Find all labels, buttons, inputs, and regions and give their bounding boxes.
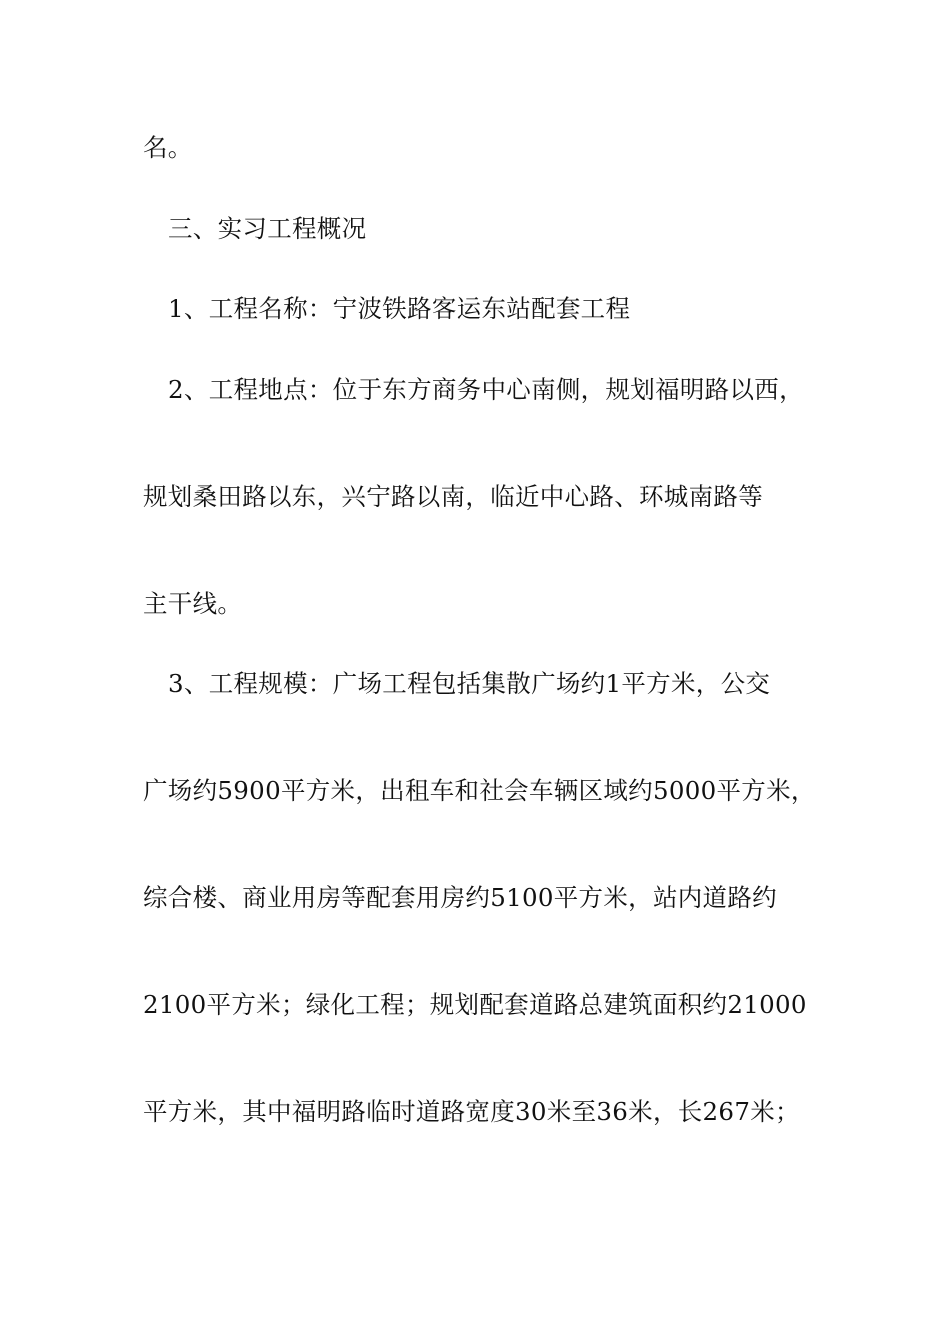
project-scale-line: 3、工程规模：广场工程包括集散广场约1平方米，公交: [168, 669, 771, 698]
text-line-continuation: 名。: [143, 133, 193, 162]
project-location-line-3: 主干线。: [143, 589, 243, 618]
project-location-line-2: 规划桑田路以东，兴宁路以南，临近中心路、环城南路等: [143, 482, 763, 511]
project-scale-line-2: 广场约5900平方米，出租车和社会车辆区域约5000平方米，: [143, 776, 816, 805]
project-scale-line-3: 综合楼、商业用房等配套用房约5100平方米，站内道路约: [143, 883, 777, 912]
project-scale-line-4: 2100平方米；绿化工程；规划配套道路总建筑面积约21000: [143, 990, 807, 1019]
project-scale-line-5: 平方米，其中福明路临时道路宽度30米至36米，长267米；: [143, 1097, 800, 1126]
project-location-line: 2、工程地点：位于东方商务中心南侧，规划福明路以西，: [168, 375, 804, 404]
section-heading: 三、实习工程概况: [168, 214, 367, 243]
project-name-line: 1、工程名称：宁波铁路客运东站配套工程: [168, 294, 631, 323]
